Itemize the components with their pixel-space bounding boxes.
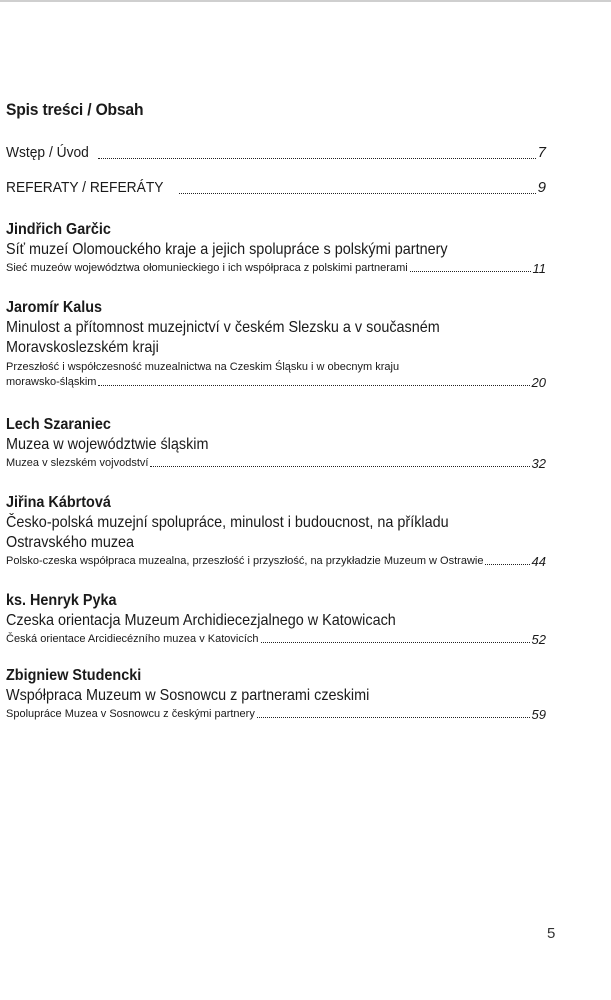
- entry-page: 32: [531, 456, 546, 471]
- entry-page: 44: [531, 554, 546, 569]
- entry-subtitle-row: [6, 456, 546, 471]
- entry-title: Współpraca Muzeum w Sosnowcu z partnerami czeskimi: [6, 687, 370, 704]
- entry-subtitle: Sieć muzeów województwa ołomunieckiego i ich współpraca z polskimi partnerami: [6, 262, 408, 274]
- leader-dots: [485, 564, 529, 565]
- entry-subtitle-row: [6, 261, 546, 276]
- entry-subtitle: Przeszłość i współczesność muzealnictwa na Czeskim Śląsku i w obecnym kraju: [6, 361, 400, 373]
- entry-author: Jiřina Kábrtová: [6, 494, 111, 511]
- toc-intro: [6, 143, 546, 163]
- toc-intro-row[interactable]: [6, 143, 546, 163]
- entry-subtitle-row: [6, 632, 546, 647]
- entry-subtitle: morawsko-śląskim: [6, 376, 97, 388]
- entry-subtitle: Muzea v slezském vojvodství: [6, 457, 149, 469]
- toc-section-page: 9: [537, 179, 546, 196]
- leader-dots: [410, 271, 531, 272]
- top-edge-line: [0, 0, 611, 2]
- toc-entry[interactable]: [6, 666, 546, 722]
- entry-page: 52: [531, 632, 546, 647]
- entry-title: Ostravského muzea: [6, 534, 135, 551]
- toc-section-label: REFERATY / REFERÁTY: [6, 179, 164, 196]
- toc-heading: Spis treści / Obsah: [6, 100, 144, 119]
- entry-subtitle-row: [6, 707, 546, 722]
- toc-intro-page: 7: [537, 144, 546, 161]
- leader-dots: [179, 193, 536, 194]
- leader-dots: [150, 466, 529, 467]
- entry-author: Zbigniew Studencki: [6, 667, 142, 684]
- leader-dots: [98, 385, 529, 386]
- entry-page: 20: [531, 375, 546, 390]
- page-number: 5: [547, 925, 556, 942]
- entry-subtitle: Polsko-czeska współpraca muzealna, przeszłość i przyszłość, na przykładzie Muzeum w Ostrawie: [6, 555, 484, 567]
- entry-subtitle: Spolupráce Muzea v Sosnowcu z českými partnery: [6, 708, 255, 720]
- toc-entry[interactable]: [6, 298, 546, 390]
- entry-title: Czeska orientacja Muzeum Archidiecezjalnego w Katowicach: [6, 612, 396, 629]
- entry-page: 59: [531, 707, 546, 722]
- entry-title: Muzea w województwie śląskim: [6, 436, 209, 453]
- entry-subtitle-row: [6, 554, 546, 569]
- entry-subtitle-row: [6, 375, 546, 390]
- toc-section-row[interactable]: [6, 178, 546, 198]
- entry-author: Jindřich Garčic: [6, 221, 111, 238]
- entry-page: 11: [532, 261, 546, 276]
- leader-dots: [261, 642, 530, 643]
- toc-entry[interactable]: [6, 591, 546, 647]
- entry-author: ks. Henryk Pyka: [6, 592, 117, 609]
- entry-author: Jaromír Kalus: [6, 299, 103, 316]
- toc-intro-label: Wstęp / Úvod: [6, 144, 89, 161]
- leader-dots: [257, 717, 530, 718]
- toc-section: [6, 178, 546, 198]
- toc-entry[interactable]: [6, 493, 546, 569]
- entry-title: Síť muzeí Olomouckého kraje a jejich spolupráce s polskými partnery: [6, 241, 448, 258]
- entry-subtitle: Česká orientace Arcidiecézního muzea v Katovicích: [6, 633, 259, 645]
- entry-title: Česko-polská muzejní spolupráce, minulost i budoucnost, na příkladu: [6, 514, 449, 531]
- entry-author: Lech Szaraniec: [6, 416, 111, 433]
- entry-title: Minulost a přítomnost muzejnictví v českém Slezsku a v současném: [6, 319, 440, 336]
- entry-title: Moravskoslezském kraji: [6, 339, 159, 356]
- leader-dots: [98, 158, 536, 159]
- toc-entry[interactable]: [6, 220, 546, 276]
- toc-entry[interactable]: [6, 415, 546, 471]
